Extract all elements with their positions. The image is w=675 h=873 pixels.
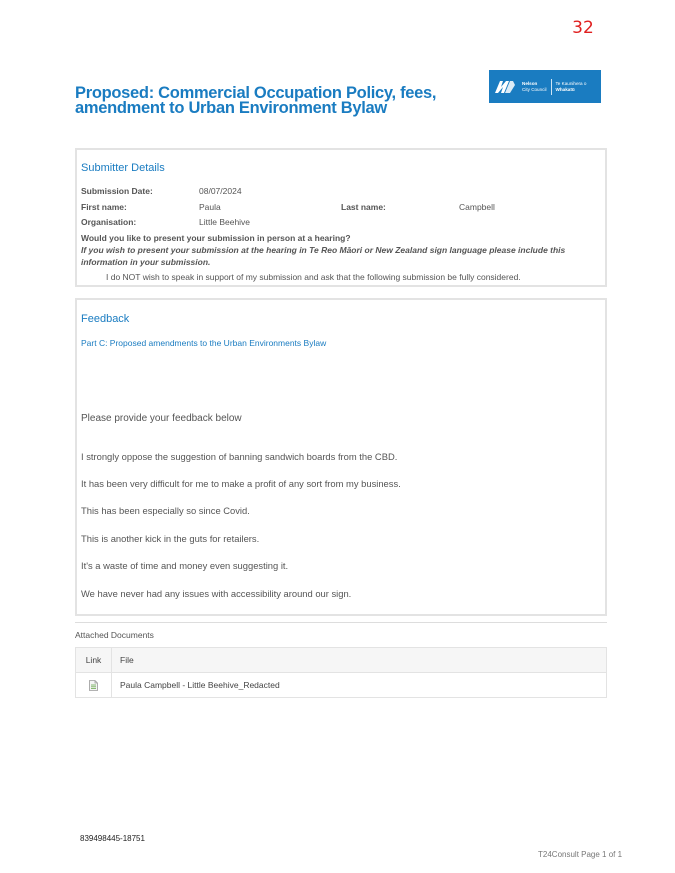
feedback-line: I strongly oppose the suggestion of banning sandwich boards from the CBD.	[81, 451, 398, 462]
column-header-file: File	[120, 655, 134, 665]
council-name-line2: City Council	[522, 86, 547, 92]
submission-date-label: Submission Date:	[81, 186, 153, 196]
submitter-heading: Submitter Details	[81, 162, 165, 174]
page-footer: T24Consult Page 1 of 1	[538, 850, 623, 859]
attachment-row[interactable]	[76, 673, 606, 697]
first-name-value: Paula	[199, 202, 221, 212]
organisation-label: Organisation:	[81, 217, 137, 227]
feedback-panel	[75, 298, 607, 616]
page-number: 32	[572, 18, 594, 38]
feedback-prompt: Please provide your feedback below	[81, 413, 242, 424]
hearing-answer: I do NOT wish to speak in support of my submission and ask that the following submission be fully considered.	[106, 272, 521, 282]
attachment-file-name[interactable]: Paula Campbell - Little Beehive_Redacted	[120, 680, 280, 690]
maori-name-line2: Whakatū	[555, 86, 575, 92]
page-title: Proposed: Commercial Occupation Policy, fees, amendment to Urban Environment Bylaw	[75, 84, 437, 117]
column-header-link: Link	[76, 648, 112, 672]
document-id: 839498445-18751	[80, 834, 145, 843]
feedback-heading: Feedback	[81, 313, 130, 325]
feedback-line: It has been very difficult for me to make a profit of any sort from my business.	[81, 478, 401, 489]
feedback-line: This is another kick in the guts for retailers.	[81, 533, 260, 544]
feedback-line: This has been especially so since Covid.	[81, 505, 250, 516]
logo-divider	[551, 79, 552, 95]
nelson-logo-icon	[493, 78, 517, 96]
hearing-note: If you wish to present your submission at the hearing in Te Reo Māori or New Zealand sign language please include this information in your submission.	[81, 245, 566, 267]
submitter-details-panel	[75, 148, 607, 287]
last-name-value: Campbell	[459, 202, 495, 212]
hearing-question: Would you like to present your submission in person at a hearing?	[81, 233, 351, 243]
last-name-label: Last name:	[341, 202, 386, 212]
attachment-link-cell[interactable]	[76, 673, 112, 697]
council-name-line1: Nelson	[522, 81, 538, 86]
council-maori-name	[556, 81, 587, 92]
council-name	[522, 81, 547, 92]
attachments-title: Attached Documents	[75, 630, 154, 640]
organisation-value: Little Beehive	[199, 217, 251, 227]
attachments-header-row	[76, 648, 606, 673]
attachments-divider	[75, 622, 607, 623]
maori-name-line1: Te Kaunihera o	[555, 81, 587, 86]
feedback-part-title: Part C: Proposed amendments to the Urban Environments Bylaw	[81, 338, 327, 348]
document-icon[interactable]	[89, 680, 98, 691]
attachments-table	[75, 647, 607, 698]
submission-date-value: 08/07/2024	[199, 186, 242, 196]
council-logo	[489, 70, 601, 103]
first-name-label: First name:	[81, 202, 127, 212]
feedback-line: It's a waste of time and money even suggesting it.	[81, 560, 289, 571]
feedback-line: We have never had any issues with accessibility around our sign.	[81, 588, 352, 599]
